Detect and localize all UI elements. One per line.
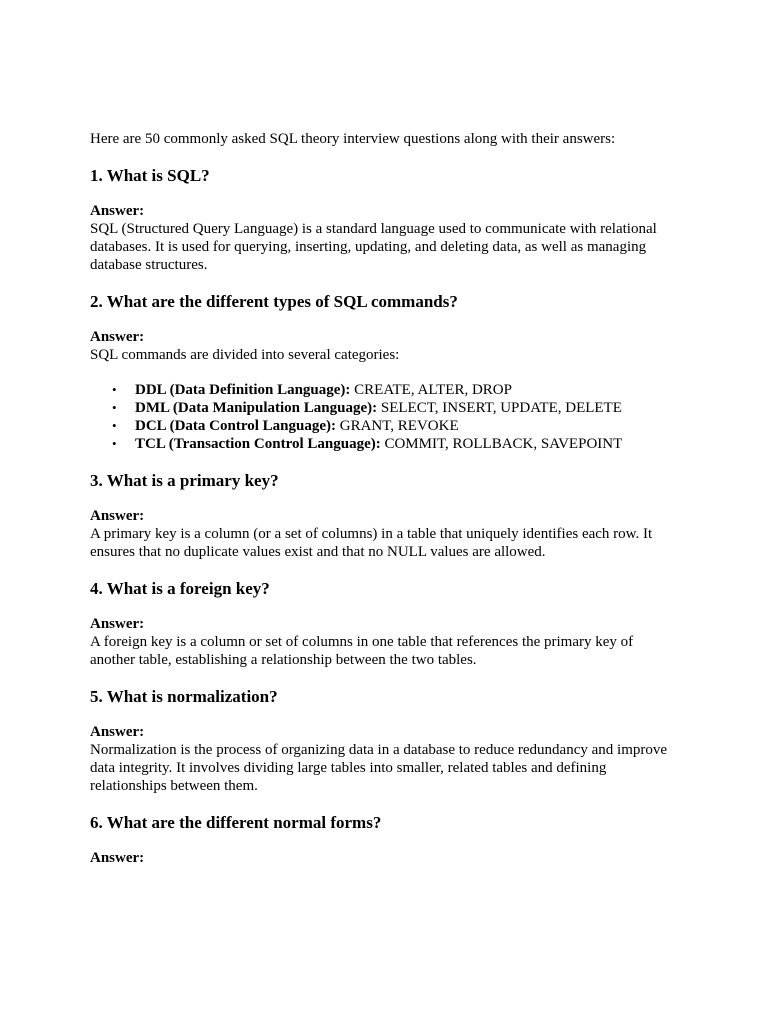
question-6 <box>90 812 680 867</box>
bullet-icon: • <box>112 400 117 415</box>
list-item-term: DML (Data Manipulation Language): <box>135 400 378 416</box>
answer-label: Answer: <box>90 616 145 632</box>
question-title: 1. What is SQL? <box>90 166 210 185</box>
question-2 <box>90 291 680 453</box>
answer-label: Answer: <box>90 724 145 740</box>
answer-label: Answer: <box>90 508 145 524</box>
list-item <box>90 399 680 417</box>
question-title: 4. What is a foreign key? <box>90 579 270 598</box>
document-page <box>90 130 680 867</box>
question-5 <box>90 686 680 795</box>
question-title: 5. What is normalization? <box>90 687 278 706</box>
question-title: 6. What are the different normal forms? <box>90 813 382 832</box>
question-1 <box>90 165 680 274</box>
intro-text: Here are 50 commonly asked SQL theory interview questions along with their answers: <box>90 131 616 147</box>
answer-text: SQL (Structured Query Language) is a standard language used to communicate with relational databases. It is used for querying, inserting, updating, and deleting data, as well as managing database structures. <box>90 221 657 273</box>
answer-text: A foreign key is a column or set of columns in one table that references the primary key of another table, establishing a relationship between the two tables. <box>90 634 634 668</box>
question-3 <box>90 470 680 561</box>
list-item-term: DCL (Data Control Language): <box>135 418 336 434</box>
answer-text: A primary key is a column (or a set of columns) in a table that uniquely identifies each row. It ensures that no duplicate values exist and that no NULL values are allowed. <box>90 526 653 560</box>
list-item-desc: GRANT, REVOKE <box>335 418 459 434</box>
answer-label: Answer: <box>90 850 145 866</box>
list-item-term: TCL (Transaction Control Language): <box>135 436 381 452</box>
list-item-term: DDL (Data Definition Language): <box>135 382 351 398</box>
sql-command-list <box>90 381 680 453</box>
bullet-icon: • <box>112 418 117 433</box>
answer-label: Answer: <box>90 203 145 219</box>
question-4 <box>90 578 680 669</box>
list-item-desc: CREATE, ALTER, DROP <box>350 382 512 398</box>
list-item <box>90 435 680 453</box>
answer-text: SQL commands are divided into several categories: <box>90 347 400 363</box>
bullet-icon: • <box>112 382 117 397</box>
list-item <box>90 381 680 399</box>
question-title: 3. What is a primary key? <box>90 471 279 490</box>
list-item <box>90 417 680 435</box>
answer-text: Normalization is the process of organizing data in a database to reduce redundancy and improve data integrity. It involves dividing large tables into smaller, related tables and defining relationships between them. <box>90 742 668 794</box>
list-item-desc: COMMIT, ROLLBACK, SAVEPOINT <box>380 436 623 452</box>
bullet-icon: • <box>112 436 117 451</box>
answer-label: Answer: <box>90 329 145 345</box>
question-title: 2. What are the different types of SQL commands? <box>90 292 458 311</box>
list-item-desc: SELECT, INSERT, UPDATE, DELETE <box>377 400 622 416</box>
